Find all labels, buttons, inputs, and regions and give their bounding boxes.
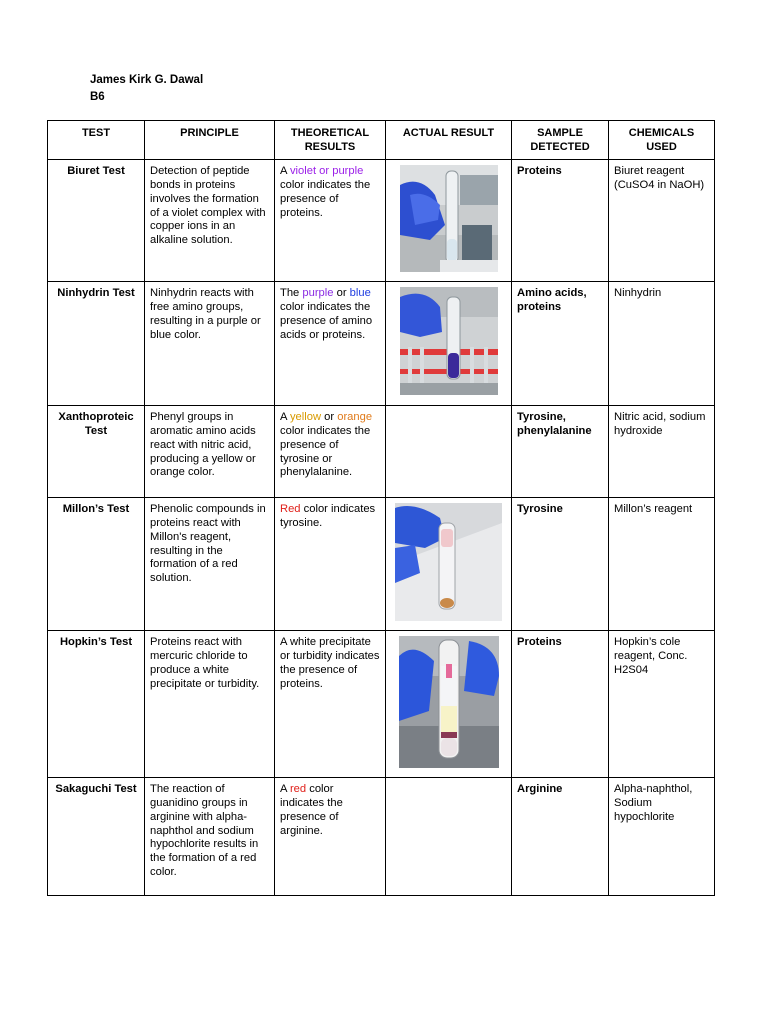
theoretical-text: Red color indicates tyrosine. — [275, 498, 386, 631]
principle-text: Phenyl groups in aromatic amino acids react with nitric acid, producing a yellow or orange color. — [145, 406, 275, 498]
chemicals-used: Millon’s reagent — [609, 498, 715, 631]
principle-text: The reaction of guanidino groups in arginine with alpha-naphthol and sodium hypochlorite results in the formation of a red color. — [145, 778, 275, 896]
table-row — [48, 498, 715, 631]
sample-detected: Amino acids, proteins — [512, 282, 609, 406]
header-row — [48, 121, 715, 160]
sample-detected: Arginine — [512, 778, 609, 896]
chemicals-used: Alpha-naphthol, Sodium hypochlorite — [609, 778, 715, 896]
sample-detected: Proteins — [512, 631, 609, 778]
principle-text: Phenolic compounds in proteins react with Millon's reagent, resulting in the formation of a red solution. — [145, 498, 275, 631]
principle-text: Proteins react with mercuric chloride to produce a white precipitate or turbidity. — [145, 631, 275, 778]
author-block — [90, 72, 203, 106]
section-label: B6 — [90, 91, 105, 103]
col-header-test: TEST — [48, 121, 145, 160]
actual-result-cell — [386, 406, 512, 498]
table-row — [48, 631, 715, 778]
principle-text: Detection of peptide bonds in proteins involves the formation of a violet complex with copper ions in an alkaline solution. — [145, 160, 275, 282]
author-name: James Kirk G. Dawal — [90, 74, 204, 86]
color-word: Red — [280, 503, 301, 516]
chemicals-used: Hopkin’s cole reagent, Conc. H2S04 — [609, 631, 715, 778]
actual-result-cell — [386, 778, 512, 896]
col-header-principle: PRINCIPLE — [145, 121, 275, 160]
color-word: red — [289, 783, 307, 796]
table-row — [48, 406, 715, 498]
actual-result-cell — [386, 498, 512, 631]
test-name: Millon’s Test — [48, 498, 145, 631]
test-name: Hopkin’s Test — [48, 631, 145, 778]
sample-detected: Tyrosine — [512, 498, 609, 631]
table-row — [48, 778, 715, 896]
chemicals-used: Biuret reagent (CuSO4 in NaOH) — [609, 160, 715, 282]
actual-result-cell — [386, 631, 512, 778]
biochem-tests-table — [47, 120, 715, 896]
test-name: Sakaguchi Test — [48, 778, 145, 896]
test-name: Xanthoproteic Test — [48, 406, 145, 498]
theoretical-text: A red color indicates the presence of arginine. — [275, 778, 386, 896]
sample-detected: Tyrosine, phenylalanine — [512, 406, 609, 498]
actual-result-cell — [386, 282, 512, 406]
test-name: Biuret Test — [48, 160, 145, 282]
chemicals-used: Ninhydrin — [609, 282, 715, 406]
millons-tube-photo — [395, 503, 502, 621]
color-word: blue — [349, 287, 371, 300]
col-header-theoretical: THEORETICAL RESULTS — [275, 121, 386, 160]
test-name: Ninhydrin Test — [48, 282, 145, 406]
principle-text: Ninhydrin reacts with free amino groups, resulting in a purple or blue color. — [145, 282, 275, 406]
ninhydrin-tube-photo — [400, 287, 498, 395]
color-word: purple — [302, 287, 334, 300]
theoretical-text: The purple or blue color indicates the presence of amino acids or proteins. — [275, 282, 386, 406]
biuret-tube-photo — [400, 165, 498, 272]
color-word: yellow — [289, 411, 322, 424]
theoretical-text: A white precipitate or turbidity indicates the presence of proteins. — [275, 631, 386, 778]
actual-result-cell — [386, 160, 512, 282]
chemicals-used: Nitric acid, sodium hydroxide — [609, 406, 715, 498]
sample-detected: Proteins — [512, 160, 609, 282]
theoretical-text: A yellow or orange color indicates the presence of tyrosine or phenylalanine. — [275, 406, 386, 498]
hopkins-tube-photo — [399, 636, 499, 768]
table-row — [48, 160, 715, 282]
col-header-chemicals: CHEMICALS USED — [609, 121, 715, 160]
color-word: orange — [337, 411, 373, 424]
col-header-sample: SAMPLE DETECTED — [512, 121, 609, 160]
color-word: violet or purple — [289, 165, 364, 178]
table-row — [48, 282, 715, 406]
col-header-actual: ACTUAL RESULT — [386, 121, 512, 160]
theoretical-text: A violet or purple color indicates the presence of proteins. — [275, 160, 386, 282]
